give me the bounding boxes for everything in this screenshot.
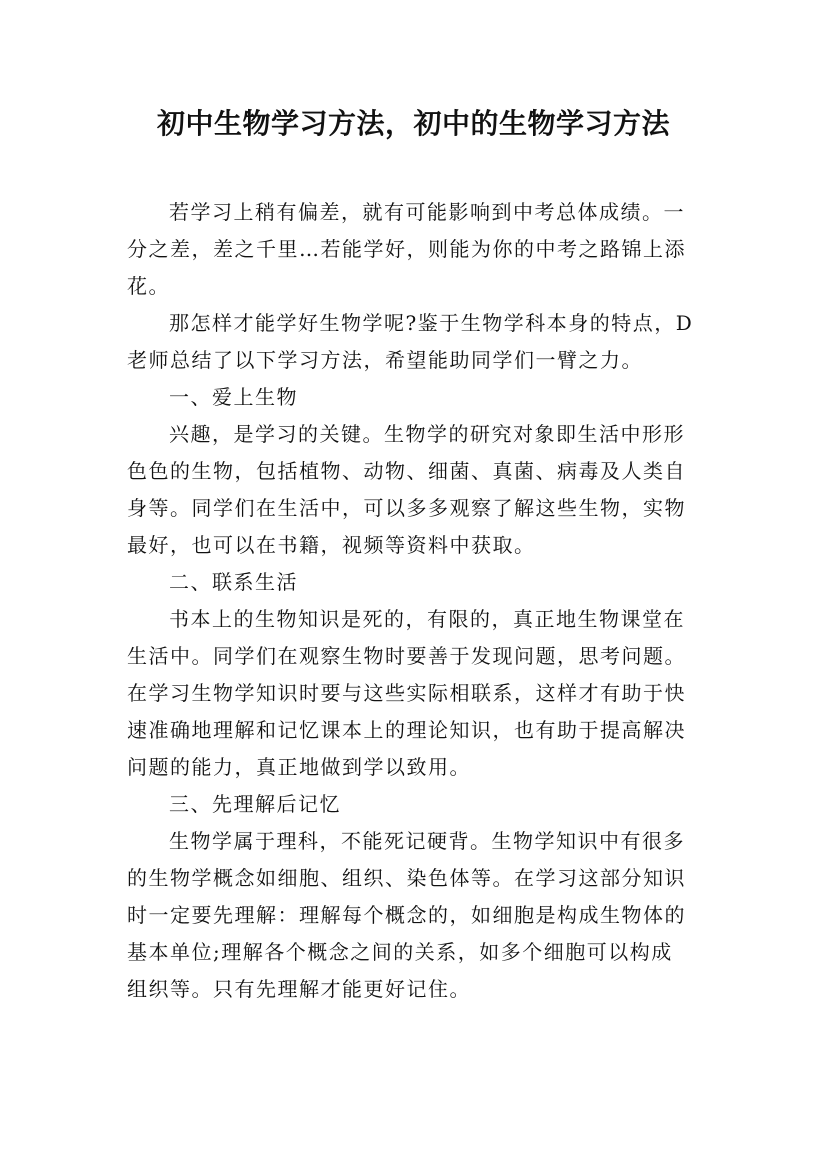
- text-line: 色色的生物，包括植物、动物、细菌、真菌、病毒及人类自: [127, 459, 686, 483]
- article-body: [127, 194, 717, 1008]
- text-line: 生物学属于理科，不能死记硬背。生物学知识中有很多: [169, 829, 685, 853]
- page-title: 初中生物学习方法，初中的生物学习方法: [156, 107, 670, 140]
- text-line: 书本上的生物知识是死的，有限的，真正地生物课堂在: [169, 607, 685, 631]
- text-line: 生活中。同学们在观察生物时要善于发现问题，思考问题。: [127, 644, 686, 668]
- text-line: 组织等。只有先理解才能更好记住。: [127, 977, 471, 1001]
- text-line: 分之差，差之千里…若能学好，则能为你的中考之路锦上添: [127, 237, 686, 261]
- text-line: 花。: [127, 274, 170, 298]
- text-line: 问题的能力，真正地做到学以致用。: [127, 755, 471, 779]
- text-line: 三、先理解后记忆: [169, 792, 341, 816]
- text-line: 基本单位;理解各个概念之间的关系，如多个细胞可以构成: [127, 940, 673, 964]
- text-line: 在学习生物学知识时要与这些实际相联系，这样才有助于快: [127, 681, 686, 705]
- text-line: 身等。同学们在生活中，可以多多观察了解这些生物，实物: [127, 496, 686, 520]
- text-line: 的生物学概念如细胞、组织、染色体等。在学习这部分知识: [127, 866, 686, 890]
- text-line: 二、联系生活: [169, 570, 298, 594]
- text-line: 最好，也可以在书籍，视频等资料中获取。: [127, 533, 536, 557]
- text-line: 时一定要先理解：理解每个概念的，如细胞是构成生物体的: [127, 903, 686, 927]
- text-line: 一、爱上生物: [169, 385, 298, 409]
- text-line: 若学习上稍有偏差，就有可能影响到中考总体成绩。一: [169, 200, 685, 224]
- text-line: 那怎样才能学好生物学呢?鉴于生物学科本身的特点，D: [169, 311, 694, 335]
- text-line: 兴趣，是学习的关键。生物学的研究对象即生活中形形: [169, 422, 685, 446]
- text-line: 速准确地理解和记忆课本上的理论知识，也有助于提高解决: [127, 718, 686, 742]
- text-line: 老师总结了以下学习方法，希望能助同学们一臂之力。: [127, 348, 643, 372]
